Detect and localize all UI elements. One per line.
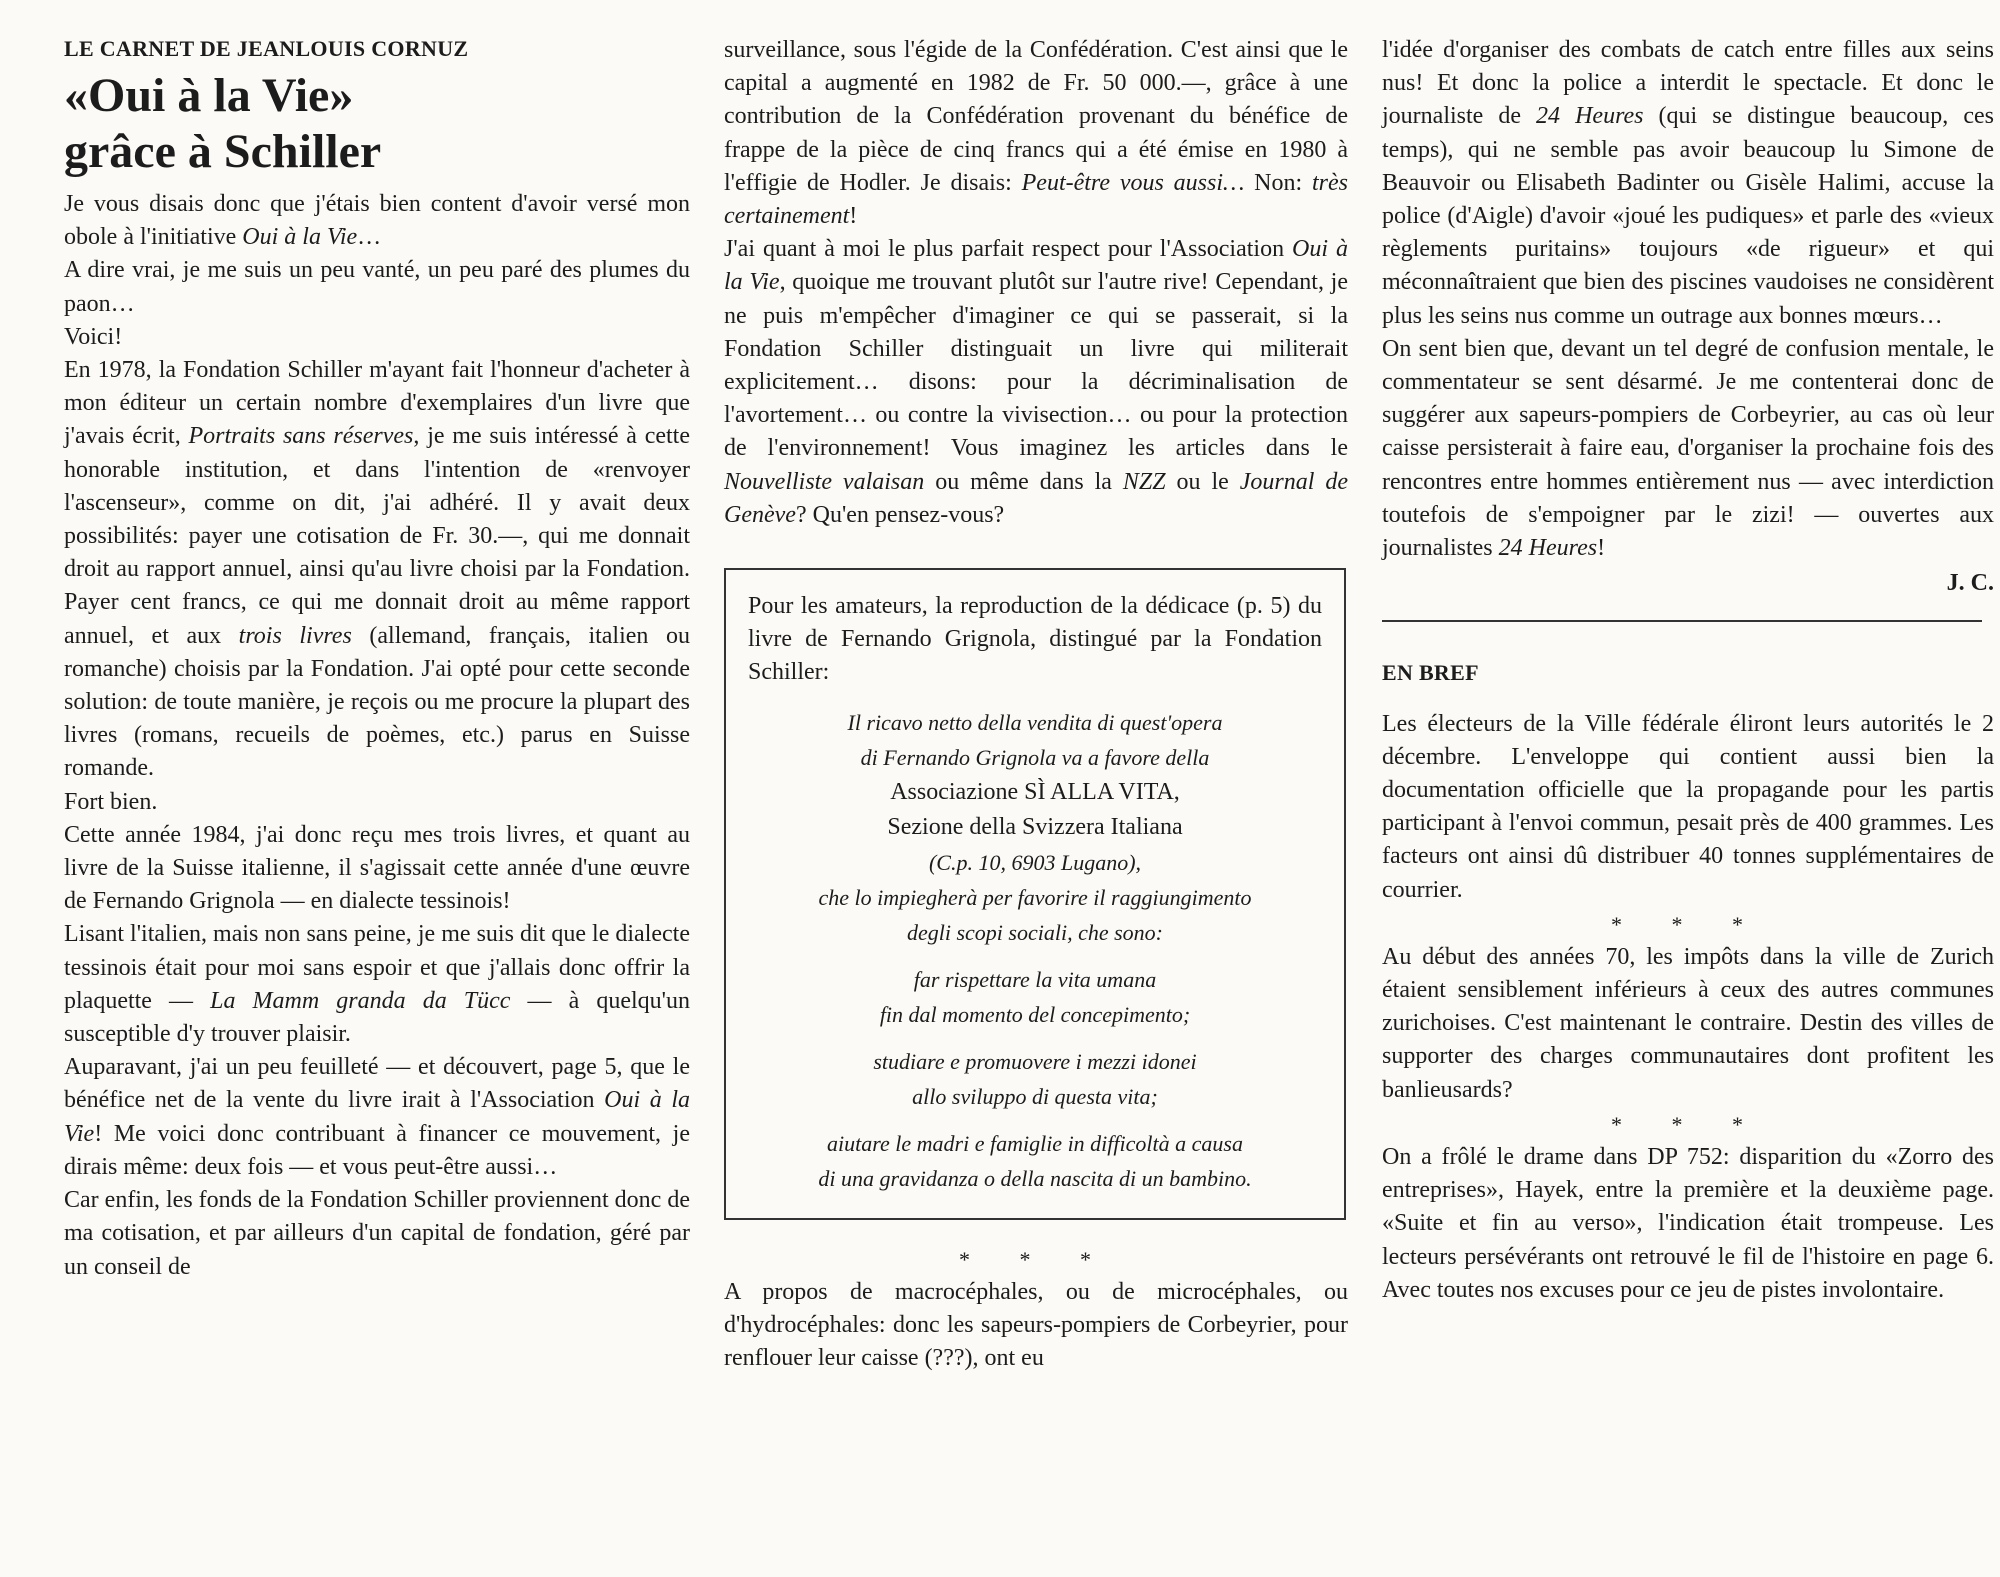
- title-line-2: grâce à Schiller: [64, 125, 382, 178]
- paragraph: surveillance, sous l'égide de la Confédération. C'est ainsi que le capital a augmenté en 1982 de Fr. 50 000.—, grâce à une contribution de la Confédération provenant du bénéfice de frappe de la pièce de cinq francs qui a été émise en 1980 à l'effigie de Hodler. Je disais: Peut-être vous aussi… Non: très certainement!: [724, 37, 1349, 230]
- poem-line: studiare e promuovere i mezzi idonei: [873, 1049, 1197, 1075]
- brief-item: Les électeurs de la Ville fédérale éliront leurs autorités le 2 décembre. L'enveloppe qui contient aussi bien la documentation officielle que la propagande pour les partis participant à l'envoi commun, pesait près de 400 grammes. Les facteurs ont ainsi dû distribuer 40 tonnes supplémentaires de courrier.: [1382, 710, 1994, 903]
- paragraph: Auparavant, j'ai un peu feuilleté — et découvert, page 5, que le bénéfice net de la vente du livre irait à l'Association Oui à la Vie! Me voici donc contribuant à financer ce mouvement, je dirais même: deux fois — et vous peut-être aussi…: [64, 1054, 690, 1180]
- section-separator: * * *: [1611, 1111, 1765, 1137]
- section-separator: * * *: [1611, 911, 1765, 937]
- column-3: [1382, 34, 1994, 1307]
- dedication-text: [748, 705, 1322, 1196]
- paragraph: En 1978, la Fondation Schiller m'ayant fait l'honneur d'acheter à mon éditeur un certain nombre d'exemplaires d'un livre que j'avais écrit, Portraits sans réserves, je me suis intéressé à cette honorable institution, et dans l'intention de «renvoyer l'ascenseur», comme on dit, j'ai adhéré. Il y avait deux possibilités: payer une cotisation de Fr. 30.—, qui me donnait droit au rapport annuel, ainsi qu'au livre choisi par la Fondation. Payer cent francs, ce qui me donnait droit au même rapport annuel, et aux trois livres (allemand, français, italien ou romanche) choisis par la Fondation. J'ai opté pour cette seconde solution: de toute manière, je reçois ou me procure la plupart des livres (romans, recueils de poèmes, etc.) parus en Suisse romande.: [64, 357, 690, 782]
- paragraph: Voici!: [64, 323, 123, 350]
- paragraph: Fort bien.: [64, 788, 158, 815]
- paragraph: Car enfin, les fonds de la Fondation Schiller proviennent donc de ma cotisation, et par ailleurs d'un capital de fondation, géré par un conseil de: [64, 1187, 690, 1280]
- section-title: EN BREF: [1382, 660, 1479, 686]
- paragraph: Cette année 1984, j'ai donc reçu mes trois livres, et quant au livre de la Suisse italienne, il s'agissait cette année d'une œuvre de Fernando Grignola — en dialecte tessinois!: [64, 821, 690, 915]
- column-1: [64, 34, 690, 1284]
- paragraph: l'idée d'organiser des combats de catch entre filles aux seins nus! Et donc la police a interdit le spectacle. Et donc le journaliste de 24 Heures (qui se distingue beaucoup, ces temps), qui ne semble pas avoir beaucoup lu Simone de Beauvoir ou Elisabeth Badinter ou Gisèle Halimi, accuse la police (d'Aigle) d'avoir «joué les pudiques» et parle des «vieux règlements puritains» toujours «de rigueur» et qui méconnaîtraient que bien des piscines vaudoises ne considèrent plus les seins nus comme un outrage aux bonnes mœurs…: [1382, 37, 1994, 329]
- paragraph: A propos de macrocéphales, ou de microcéphales, ou d'hydrocéphales: donc les sapeurs-pompiers de Corbeyrier, pour renflouer leur caisse (???), ont eu: [724, 1279, 1348, 1372]
- poem-line: degli scopi sociali, che sono:: [906, 920, 1163, 946]
- article-title: [64, 68, 690, 180]
- poem-line: far rispettare la vita umana: [913, 967, 1157, 993]
- column-kicker: LE CARNET DE JEANLOUIS CORNUZ: [64, 36, 469, 61]
- section-separator: * * *: [959, 1247, 1113, 1273]
- author-signature: J. C.: [1946, 570, 1994, 597]
- poem-line: che lo impiegherà per favorire il raggiungimento: [818, 885, 1252, 911]
- poem-line: Il ricavo netto della vendita di quest'opera: [847, 710, 1223, 736]
- dedication-box: [724, 568, 1346, 1220]
- paragraph: J'ai quant à moi le plus parfait respect pour l'Association Oui à la Vie, quoique me trouvant plutôt sur l'autre rive! Cependant, je ne puis m'empêcher d'imaginer ce qui se passerait, si la Fondation Schiller distinguait un livre qui militerait explicitement… disons: pour la décriminalisation de l'avortement… ou contre la vivisection… ou pour la protection de l'environnement! Vous imaginez les articles dans le Nouvelliste valaisan ou même dans la NZZ ou le Journal de Genève? Qu'en pensez-vous?: [724, 236, 1349, 528]
- paragraph: On sent bien que, devant un tel degré de confusion mentale, le commentateur se sent désarmé. Je me contenterai donc de suggérer aux sapeurs-pompiers de Corbeyrier, au cas où leur caisse persisterait à faire eau, d'organiser la prochaine fois des rencontres entre hommes entièrement nus — avec interdiction toutefois de s'empoigner par le zizi! — ouvertes aux journalistes 24 Heures!: [1382, 335, 1994, 562]
- brief-item: On a frôlé le drame dans DP 752: disparition du «Zorro des entreprises», Hayek, entre la première et la deuxième page. «Suite et fin au verso», l'indication était trompeuse. Les lecteurs persévérants ont retrouvé le fil de l'histoire en page 6. Avec toutes nos excuses pour ce jeu de pistes involontaire.: [1382, 1143, 1994, 1303]
- paragraph: Je vous disais donc que j'étais bien content d'avoir versé mon obole à l'initiative Oui à la Vie…: [64, 191, 690, 251]
- poem-line: (C.p. 10, 6903 Lugano),: [928, 850, 1142, 876]
- title-line-1: «Oui à la Vie»: [64, 69, 354, 122]
- poem-line: aiutare le madri e famiglie in difficoltà a causa: [827, 1131, 1243, 1157]
- poem-line: allo sviluppo di questa vita;: [912, 1084, 1158, 1110]
- paragraph: Lisant l'italien, mais non sans peine, je me suis dit que le dialecte tessinois était pour moi sans espoir et que j'allais donc offrir la plaquette — La Mamm granda da Tücc — à quelqu'un susceptible d'y trouver plaisir.: [64, 921, 690, 1048]
- poem-line: di una gravidanza o della nascita di un bambino.: [818, 1166, 1252, 1192]
- column-2: [724, 34, 1348, 1376]
- box-intro: Pour les amateurs, la reproduction de la dédicace (p. 5) du livre de Fernando Grignola, distingué par la Fondation Schiller:: [748, 593, 1322, 686]
- paragraph: A dire vrai, je me suis un peu vanté, un peu paré des plumes du paon…: [64, 257, 690, 317]
- poem-line: di Fernando Grignola va a favore della: [860, 745, 1210, 771]
- divider: [1382, 620, 1982, 622]
- poem-line: fin dal momento del concepimento;: [879, 1002, 1191, 1028]
- poem-line: Sezione della Svizzera Italiana: [887, 814, 1183, 841]
- poem-line: Associazione SÌ ALLA VITA,: [890, 779, 1180, 806]
- brief-item: Au début des années 70, les impôts dans la ville de Zurich étaient sensiblement inférieurs à ceux des autres communes zurichoises. C'est maintenant le contraire. Destin des villes de supporter des charges communautaires dont profitent les banlieusards?: [1382, 943, 1994, 1103]
